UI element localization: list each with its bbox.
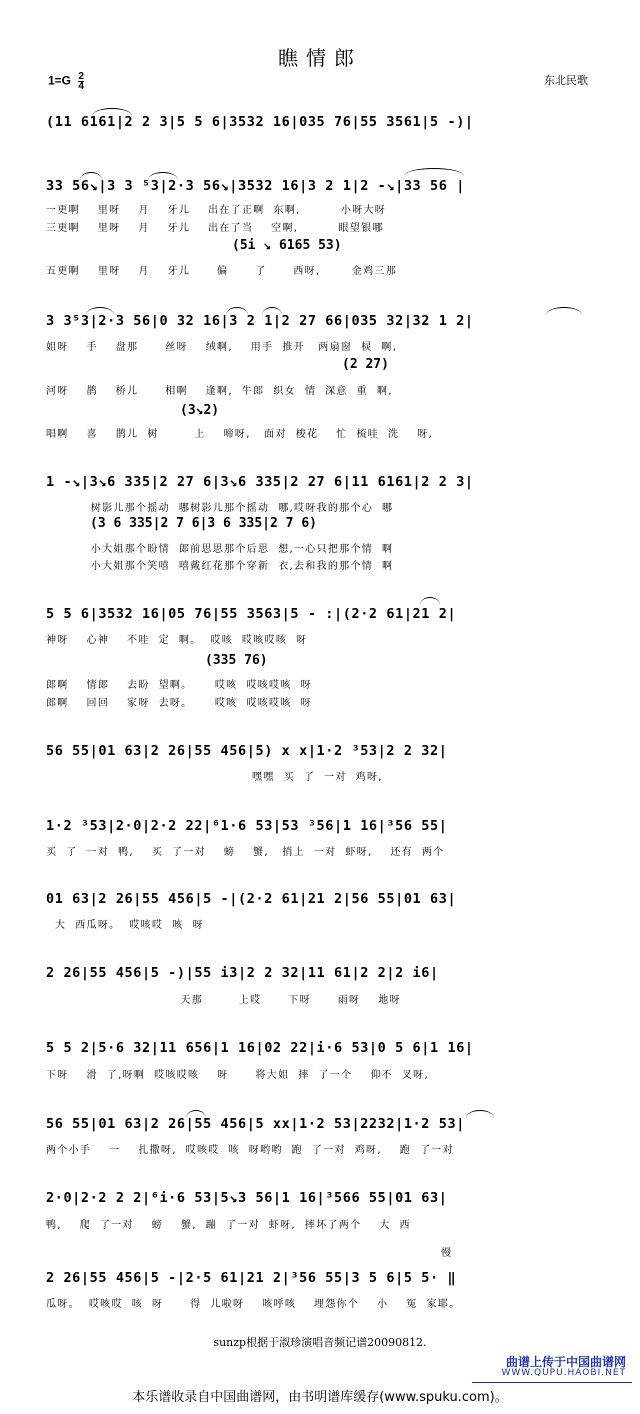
alt-notes-4: (3↘2) — [180, 403, 220, 418]
lyric-line-11: 两个小手 一 扎撒呀, 哎咳哎 咳 呀哟哟 跑 了一对 鸡呀, 跑 了一对 — [46, 1145, 454, 1156]
lyric-line-5c: 郎啊 回回 家呀 去呀。 哎咳 哎咳哎咳 呀 — [46, 698, 312, 709]
key-label: 1=G — [48, 73, 72, 88]
tempo-mark-slow: 慢 — [441, 1248, 451, 1259]
lyric-line-7: 买 了 一对 鸭, 买 了一对 螃 蟹, 捎上 一对 虾呀, 还有 两个 — [46, 847, 445, 858]
alt-notes-5: (335 76) — [205, 653, 268, 668]
staff-line-12: 2·0|2·2 2 2|⁶i·6 53|5↘3 56|1 16|³566 55|01 63| — [46, 1190, 448, 1206]
slur — [186, 1110, 206, 1118]
lyric-line-3c: 唱啊 喜 鹊儿 树 上 啼呀, 面对 梭花 忙 梳哇 洗 呀, — [46, 429, 434, 440]
time-signature — [78, 72, 84, 91]
lyric-line-9: 天那 上哎 下呀 雨呀 地呀 — [46, 995, 401, 1006]
slur — [148, 172, 178, 180]
source-line: 本乐谱收录自中国曲谱网，由书明谱库缓存(www.spuku.com)。 — [132, 1390, 508, 1405]
lyric-line-10: 下呀 滑 了,呀啊 哎咳哎咳 呀 将大姐 摔 了一个 仰不 叉呀, — [46, 1070, 429, 1081]
slur — [86, 307, 114, 315]
staff-line-5: 5 5 6|3532 16|05 76|55 3563|5 - :|(2·2 61|21 2| — [46, 606, 457, 622]
slur — [92, 108, 132, 116]
transcription-note: sunzp根据于淑珍演唱音频记谱20090812. — [213, 1336, 427, 1349]
alt-notes-2: (5i ↘ 6165 53) — [232, 238, 342, 253]
slur — [420, 597, 440, 605]
composer: 东北民歌 — [544, 74, 588, 87]
time-sig-den: 4 — [78, 81, 84, 92]
lyric-line-6: 嘿嘿 买 了 一对 鸡呀, — [46, 772, 383, 783]
alt-notes-3: (2 27) — [342, 357, 389, 372]
time-sig-num: 2 — [78, 71, 84, 82]
staff-line-6: 56 55|01 63|2 26|55 456|5) x x|1·2 ³53|2 2 32| — [46, 743, 448, 759]
song-title: 瞧情郎 — [278, 46, 362, 70]
slur — [404, 168, 464, 176]
slur — [546, 307, 582, 315]
lyric-line-2c: 五更啊 里呀 月 牙儿 偏 了 西呀, 金鸡三那 — [46, 266, 397, 277]
staff-line-1: (11 6161|2 2 3|5 5 6|3532 16|035 76|55 3561|5 -)| — [46, 114, 474, 130]
staff-line-11: 56 55|01 63|2 26|55 456|5 xx|1·2 53|2232|1·2 53| — [46, 1116, 465, 1132]
lyric-line-5a: 神呀 心神 不哇 定 啊。 哎咳 哎咳哎咳 呀 — [46, 635, 308, 646]
key-signature — [48, 72, 84, 91]
lyric-line-4b: 小大姐那个盼情 郎前思思那个后思 想,一心只把那个情 啊 — [46, 544, 394, 555]
slur — [80, 172, 102, 180]
slur — [226, 307, 248, 315]
lyric-line-2b: 三更啊 里呀 月 牙儿 出在了当 空啊, 眼望银哪 — [46, 223, 384, 234]
lyric-line-4c: 小大姐那个笑嘻 嘻戴红花那个穿新 衣,去和我的那个情 啊 — [46, 561, 394, 572]
lyric-line-13: 瓜呀。 哎咳哎 咳 呀 得 儿啦呀 咳呼咳 埋怨你个 小 冤 家耶。 — [46, 1299, 461, 1310]
staff-line-7: 1·2 ³53|2·0|2·2 22|⁶1·6 53|53 ³56|1 16|³56 55| — [46, 818, 448, 834]
staff-line-10: 5 5 2|5·6 32|11 656|1 16|02 22|i·6 53|0 5 6|1 16| — [46, 1040, 474, 1056]
staff-line-9: 2 26|55 456|5 -)|55 i3|2 2 32|11 61|2 2|2 i6| — [46, 965, 439, 981]
lyric-line-2a: 一更啊 里呀 月 牙儿 出在了正啊 东啊, 小呀大呀 — [46, 205, 387, 216]
staff-line-2: 33 56↘|3 3 ⁵3|2·3 56↘|3532 16|3 2 1|2 -↘|33 56 | — [46, 178, 465, 194]
staff-line-3: 3 3⁵3|2·3 56|0 32 16|3 2 1|2 27 66|035 32|32 1 2| — [46, 313, 474, 329]
lyric-line-3a: 姐呀 手 盘那 丝呀 绒啊, 用手 推开 两扇窗 棂 啊, — [46, 342, 398, 353]
slur — [466, 1110, 494, 1118]
lyric-line-3b: 河呀 鹊 桥儿 相啊 逢啊, 牛郎 织女 情 深意 重 啊, — [46, 386, 393, 397]
lyric-line-5b: 郎啊 情郎 去盼 望啊。 哎咳 哎咳哎咳 呀 — [46, 680, 312, 691]
staff-line-13: 2 26|55 456|5 -|2·5 61|21 2|³56 55|3 5 6|5 5· ‖ — [46, 1270, 457, 1286]
alt-notes-4b: (3 6 335|2 7 6|3 6 335|2 7 6) — [90, 516, 317, 531]
staff-line-4: 1 -↘|3↘6 335|2 27 6|3↘6 335|2 27 6|11 6161|2 2 3| — [46, 474, 474, 490]
watermark-site: 曲谱上传于中国曲谱网 — [505, 1355, 626, 1369]
lyric-line-4a: 树影儿那个摇动 哪树影儿那个摇动 哪,哎呀我的那个心 哪 — [46, 503, 394, 514]
staff-line-8: 01 63|2 26|55 456|5 -|(2·2 61|21 2|56 55|01 63| — [46, 891, 457, 907]
slur — [262, 307, 282, 315]
lyric-line-8: 大 西瓜呀。 哎咳哎 咳 呀 — [46, 920, 204, 931]
watermark-url: WWW.QUPU.HAOBI.NET — [501, 1368, 626, 1378]
lyric-line-12: 鸭, 爬 了一对 螃 蟹, 蹦 了一对 虾呀, 摔坏了两个 大 西 — [46, 1220, 411, 1231]
watermark-divider — [472, 1382, 632, 1383]
